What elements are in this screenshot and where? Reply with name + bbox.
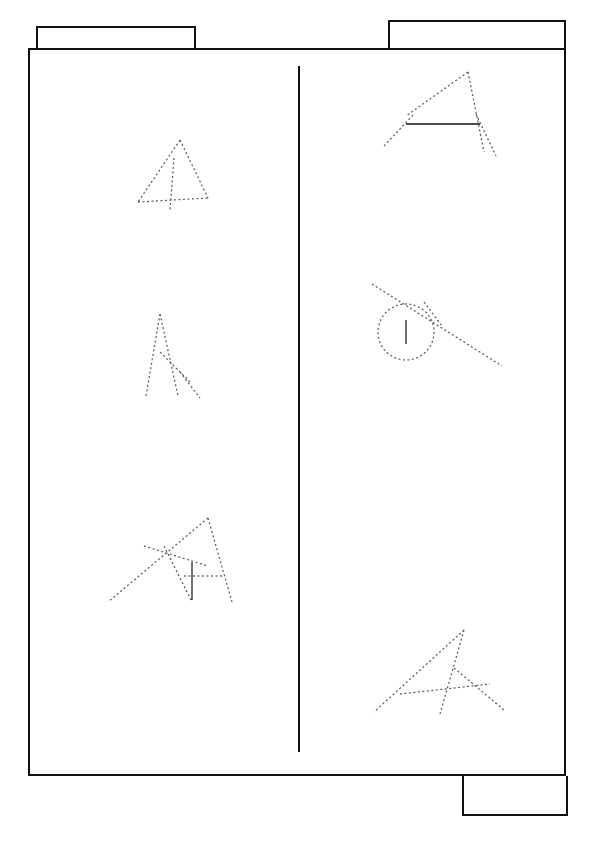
header-tab-left <box>36 26 196 50</box>
figure-q4 <box>380 70 500 160</box>
figure-q8 <box>370 628 520 718</box>
column-divider <box>298 66 300 752</box>
figure-q3 <box>104 516 244 606</box>
header-tab-right <box>388 20 566 50</box>
footer-tab <box>462 776 568 816</box>
figure-q5 <box>368 282 508 372</box>
figure-q2 <box>140 312 210 402</box>
figure-q1 <box>128 138 218 213</box>
